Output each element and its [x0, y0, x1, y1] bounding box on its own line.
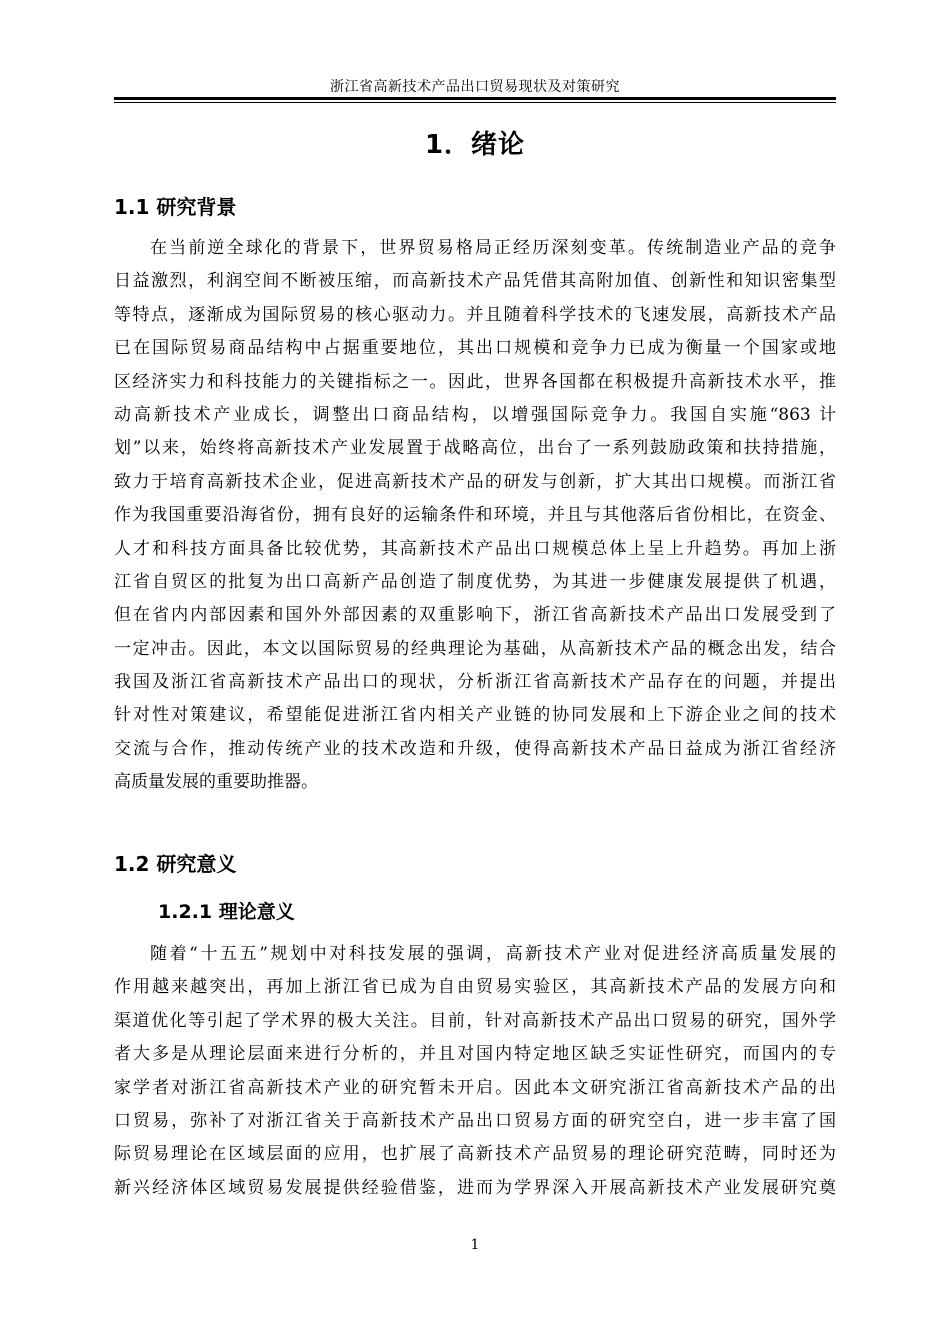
paragraph-line: 我国及浙江省高新技术产品出口的现状，分析浙江省高新技术产品存在的问题，并提出 — [114, 672, 836, 693]
paragraph-line: 针对性对策建议，希望能促进浙江省内相关产业链的协同发展和上下游企业之间的技术 — [114, 705, 836, 726]
paragraph-line: 作为我国重要沿海省份，拥有良好的运输条件和环境，并且与其他落后省份相比，在资金、 — [114, 505, 836, 526]
paragraph-line: 日益激烈，利润空间不断被压缩，而高新技术产品凭借其高附加值、创新性和知识密集型 — [114, 271, 836, 292]
header-rule-thin — [114, 102, 836, 103]
running-header: 浙江省高新技术产品出口贸易现状及对策研究 — [330, 79, 620, 95]
paragraph-line: 一定冲击。因此，本文以国际贸易的经典理论为基础，从高新技术产品的概念出发，结合 — [114, 638, 836, 659]
paragraph-line: 江省自贸区的批复为出口高新产品创造了制度优势，为其进一步健康发展提供了机遇， — [114, 571, 836, 592]
paragraph-line: 渠道优化等引起了学术界的极大关注。目前，针对高新技术产品出口贸易的研究，国外学 — [114, 1010, 836, 1031]
paragraph-line: 区经济实力和科技能力的关键指标之一。因此，世界各国都在积极提升高新技术水平，推 — [114, 371, 836, 392]
paragraph-line: 口贸易，弥补了对浙江省关于高新技术产品出口贸易方面的研究空白，进一步丰富了国 — [114, 1110, 836, 1131]
paragraph-line: 随着“十五五”规划中对科技发展的强调，高新技术产业对促进经济高质量发展的 — [150, 944, 836, 964]
paragraph-line: 新兴经济体区域贸易发展提供经验借鉴，进而为学界深入开展高新技术产业发展研究奠 — [114, 1177, 836, 1198]
header-rule-thick — [114, 97, 836, 100]
paragraph-line: 交流与合作，推动传统产业的技术改造和升级，使得高新技术产品日益成为浙江省经济 — [114, 738, 836, 759]
paragraph-line: 等特点，逐渐成为国际贸易的核心驱动力。并且随着科学技术的飞速发展，高新技术产品 — [114, 304, 836, 325]
paragraph-line: 划”以来，始终将高新技术产业发展置于战略高位，出台了一系列鼓励政策和扶持措施， — [114, 438, 836, 459]
paragraph-line: 际贸易理论在区域层面的应用，也扩展了高新技术产品贸易的理论研究范畴，同时还为 — [114, 1144, 836, 1165]
paragraph-line: 家学者对浙江省高新技术产业的研究暂未开启。因此本文研究浙江省高新技术产品的出 — [114, 1077, 836, 1098]
paragraph-theoretical-significance — [114, 938, 836, 1205]
paragraph-line: 在当前逆全球化的背景下，世界贸易格局正经历深刻变革。传统制造业产品的竞争 — [150, 238, 836, 258]
section-title-1-2: 1.2 研究意义 — [114, 852, 237, 876]
page-number: 1 — [470, 1237, 480, 1253]
paragraph-line: 作用越来越突出，再加上浙江省已成为自由贸易实验区，其高新技术产品的发展方向和 — [114, 977, 836, 998]
paragraph-line: 但在省内内部因素和国外外部因素的双重影响下，浙江省高新技术产品出口发展受到了 — [114, 605, 836, 626]
paragraph-line: 致力于培育高新技术企业，促进高新技术产品的研发与创新，扩大其出口规模。而浙江省 — [114, 471, 836, 492]
subsection-title-1-2-1: 1.2.1 理论意义 — [158, 901, 295, 923]
paragraph-line: 人才和科技方面具备比较优势，其高新技术产品出口规模总体上呈上升趋势。再加上浙 — [114, 538, 836, 559]
paragraph-line: 者大多是从理论层面来进行分析的，并且对国内特定地区缺乏实证性研究，而国内的专 — [114, 1044, 836, 1065]
paragraph-line: 动高新技术产业成长，调整出口商品结构，以增强国际竞争力。我国自实施“863 计 — [114, 404, 836, 425]
paragraph-line: 高质量发展的重要助推器。 — [114, 772, 318, 793]
paragraph-research-background — [114, 232, 836, 800]
section-title-1-1: 1.1 研究背景 — [114, 195, 237, 219]
chapter-title: 1．绪论 — [424, 130, 526, 160]
paragraph-line: 已在国际贸易商品结构中占据重要地位，其出口规模和竞争力已成为衡量一个国家或地 — [114, 338, 836, 359]
